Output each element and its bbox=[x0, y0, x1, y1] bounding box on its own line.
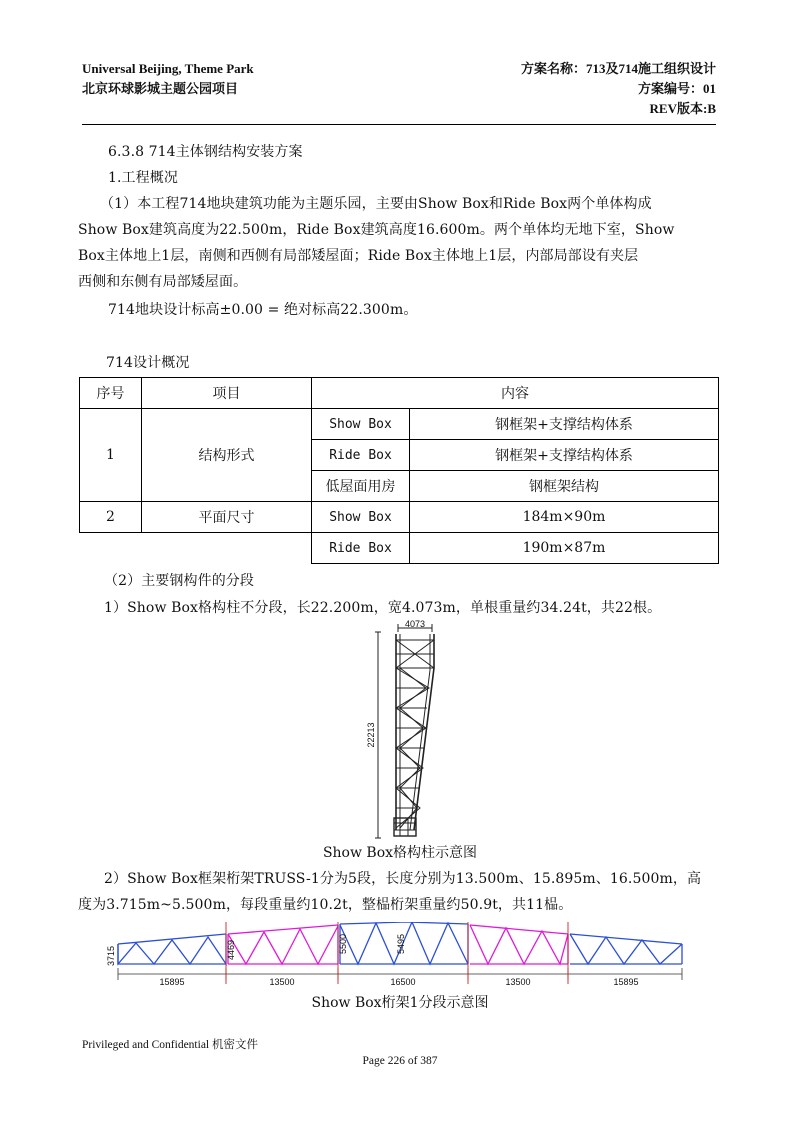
header-cell: 序号 bbox=[80, 378, 142, 409]
column-caption: Show Box格构柱示意图 bbox=[322, 845, 478, 861]
table-cell: Show Box bbox=[312, 409, 410, 440]
table-header-row bbox=[80, 378, 719, 409]
table-cell: 钢框架结构 bbox=[410, 471, 719, 502]
truss-caption: Show Box桁架1分段示意图 bbox=[311, 995, 489, 1011]
table-cell-empty bbox=[142, 533, 312, 564]
truss-description-cont: 度为3.715m~5.500m，每段重量约10.2t，整榀桁架重量约50.9t，共11榀。 bbox=[78, 897, 573, 913]
table-cell-empty bbox=[80, 533, 142, 564]
truss-segment-label: 15895 bbox=[159, 977, 185, 987]
truss-height-label: 5500 bbox=[338, 933, 348, 955]
lattice-column-diagram bbox=[360, 620, 450, 840]
truss-height-label: 3715 bbox=[106, 945, 116, 967]
header-cell: 内容 bbox=[312, 378, 719, 409]
table-cell: 低屋面用房 bbox=[312, 471, 410, 502]
truss-segment-label: 15895 bbox=[613, 977, 639, 987]
header-right bbox=[521, 59, 716, 119]
truss-segment-label: 13500 bbox=[269, 977, 295, 987]
paragraph-line: Show Box建筑高度为22.500m，Ride Box建筑高度16.600m。两个单体均无地下室，Show bbox=[78, 222, 675, 238]
subsection-heading: 1.工程概况 bbox=[108, 170, 178, 186]
paragraph-elevation: 714地块设计标高±0.00 = 绝对标高22.300m。 bbox=[108, 302, 418, 318]
table-cell: 结构形式 bbox=[142, 409, 312, 502]
table-cell: Ride Box bbox=[312, 440, 410, 471]
table-cell: 2 bbox=[80, 502, 142, 533]
truss-segment-label: 13500 bbox=[505, 977, 531, 987]
truss-height-label: 5495 bbox=[396, 933, 406, 955]
table-cell: 190m×87m bbox=[410, 533, 719, 564]
table-cell: 184m×90m bbox=[410, 502, 719, 533]
truss-height-label: 4469 bbox=[226, 939, 236, 961]
confidentiality-notice: Privileged and Confidential 机密文件 bbox=[82, 1039, 258, 1051]
truss-description: 2）Show Box框架桁架TRUSS-1分为5段，长度分别为13.500m、15.895m、16.500m，高 bbox=[104, 871, 702, 887]
table-cell: 钢框架+支撑结构体系 bbox=[410, 409, 719, 440]
paragraph-line: 西侧和东侧有局部矮屋面。 bbox=[78, 274, 248, 290]
table-cell: 1 bbox=[80, 409, 142, 502]
table-row bbox=[80, 409, 719, 440]
design-overview-table bbox=[79, 377, 719, 564]
table-cell: Show Box bbox=[312, 502, 410, 533]
header-divider bbox=[82, 124, 716, 125]
paragraph-line: Box主体地上1层，南侧和西侧有局部矮屋面；Ride Box主体地上1层，内部局部设有夹层 bbox=[78, 248, 639, 264]
scheme-number: 方案编号：01 bbox=[637, 81, 716, 96]
scheme-name: 方案名称：713及714施工组织设计 bbox=[520, 61, 716, 76]
header-left bbox=[82, 59, 254, 99]
table-cell: Ride Box bbox=[312, 533, 410, 564]
revision: REV版本:B bbox=[649, 101, 716, 116]
table-cell: 平面尺寸 bbox=[142, 502, 312, 533]
column-description: 1）Show Box格构柱不分段，长22.200m，宽4.073m，单根重量约34.24t，共22根。 bbox=[104, 600, 662, 616]
header-cell: 项目 bbox=[142, 378, 312, 409]
segment-heading: （2）主要钢构件的分段 bbox=[104, 573, 255, 589]
truss-segment-label: 16500 bbox=[390, 977, 416, 987]
paragraph-line: （1）本工程714地块建筑功能为主题乐园，主要由Show Box和Ride Box两个单体构成 bbox=[100, 196, 652, 212]
project-name-en: Universal Beijing, Theme Park bbox=[82, 61, 254, 76]
table-cell: 钢框架+支撑结构体系 bbox=[410, 440, 719, 471]
project-name-cn: 北京环球影城主题公园项目 bbox=[82, 81, 239, 96]
table-title: 714设计概况 bbox=[106, 355, 190, 371]
section-heading: 6.3.8 714主体钢结构安装方案 bbox=[108, 144, 303, 160]
table-row bbox=[80, 533, 719, 564]
table-row bbox=[80, 502, 719, 533]
column-width-label: 4073 bbox=[404, 620, 426, 629]
column-height-label: 22213 bbox=[366, 722, 376, 748]
page-number: Page 226 of 387 bbox=[362, 1055, 438, 1067]
truss-segment-diagram bbox=[106, 922, 696, 992]
